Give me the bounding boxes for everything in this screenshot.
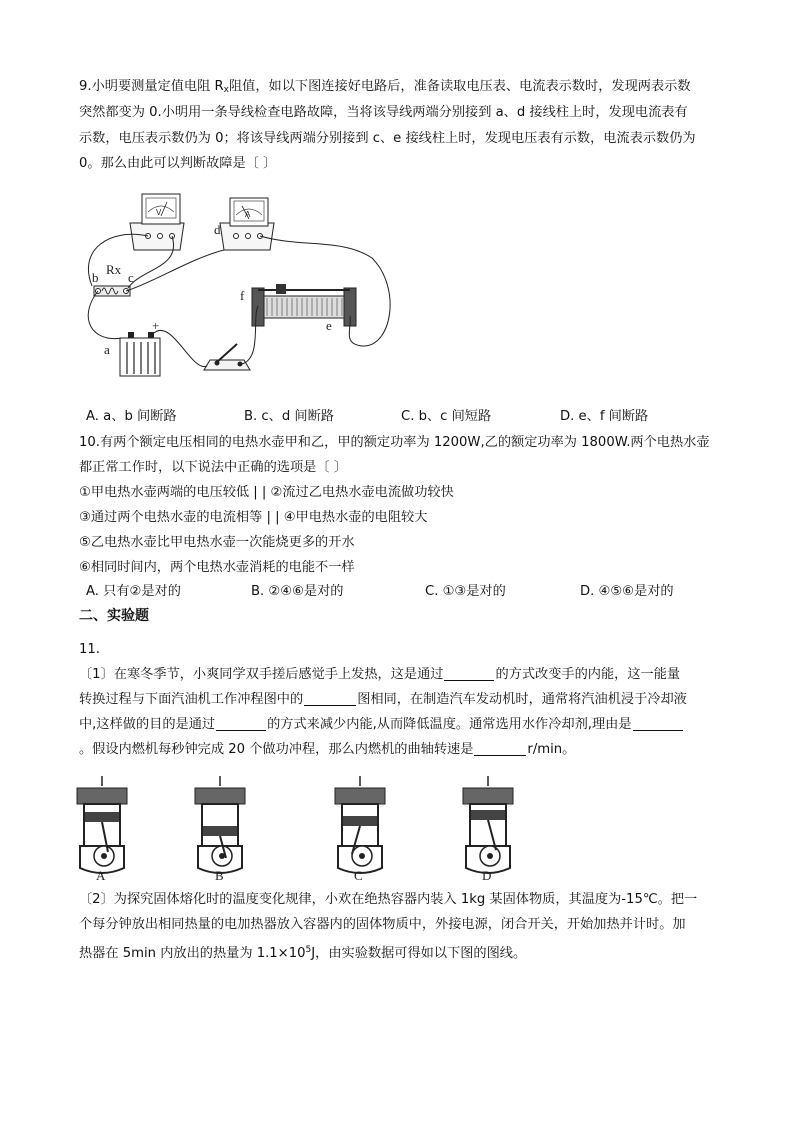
q10-statement-1-2: ①甲电热水壶两端的电压较低 | | ②流过乙电热水壶电流做功较快 bbox=[79, 485, 454, 500]
q11-p2-line-1: 〔2〕为探究固体熔化时的温度变化规律，小欢在绝热容器内装入 1kg 某固体物质，其温度为-15℃。把一 bbox=[79, 892, 698, 907]
q9-line-1 bbox=[79, 77, 691, 100]
engine-a-label: A bbox=[96, 868, 106, 880]
battery-plus-label: + bbox=[152, 318, 160, 333]
terminal-b-label: b bbox=[92, 270, 99, 285]
q10-option-c[interactable]: C. ①③是对的 bbox=[425, 584, 506, 599]
switch-icon bbox=[204, 344, 250, 370]
q11-text: r/min。 bbox=[527, 742, 576, 757]
superscript-exponent: 5 bbox=[305, 945, 312, 955]
engine-a-icon bbox=[77, 776, 127, 880]
q11-text: 图相同，在制造汽车发动机时，通常将汽油机浸于冷却液 bbox=[357, 692, 687, 707]
q11-text: 〔1〕在寒冬季节，小爽同学双手搓后感觉手上发热，这是通过 bbox=[79, 667, 444, 682]
q9-option-a[interactable]: A. a、b 间断路 bbox=[86, 409, 177, 424]
engine-d-icon bbox=[463, 776, 513, 880]
q11-text: 热器在 5min 内放出的热量为 1.1×10 bbox=[79, 946, 306, 961]
voltmeter-icon bbox=[130, 194, 184, 250]
engine-strokes-figure bbox=[72, 776, 532, 880]
q11-p1-line-3 bbox=[79, 715, 684, 735]
q10-option-a[interactable]: A. 只有②是对的 bbox=[86, 584, 181, 599]
q10-option-b[interactable]: B. ②④⑥是对的 bbox=[251, 584, 344, 599]
q11-p1-line-2 bbox=[79, 690, 687, 710]
ammeter-label: A bbox=[245, 210, 251, 219]
q11-text: 转换过程与下面汽油机工作冲程图中的 bbox=[79, 692, 304, 707]
q9-option-c[interactable]: C. b、c 间短路 bbox=[401, 409, 492, 424]
q10-line-1: 10.有两个额定电压相同的电热水壶甲和乙，甲的额定功率为 1200W,乙的额定功率为 1800W.两个电热水壶 bbox=[79, 435, 710, 450]
q11-p2-line-3 bbox=[79, 940, 526, 964]
q10-option-d[interactable]: D. ④⑤⑥是对的 bbox=[580, 584, 674, 599]
q9-option-b[interactable]: B. c、d 间断路 bbox=[244, 409, 334, 424]
q9-text: 9.小明要测量定值电阻 R bbox=[79, 79, 224, 94]
resistor-rx-icon bbox=[94, 286, 130, 296]
q10-statement-3-4: ③通过两个电热水壶的电流相等 | | ④甲电热水壶的电阻较大 bbox=[79, 510, 428, 525]
q9-line-3: 示数，电压表示数仍为 0；将该导线两端分别接到 c、e 接线柱上时，发现电压表有示数，电流表示数仍为 bbox=[79, 131, 696, 146]
answer-blank-2[interactable] bbox=[304, 691, 356, 706]
engine-b-icon bbox=[195, 776, 245, 880]
q10-statement-6: ⑥相同时间内，两个电热水壶消耗的电能不一样 bbox=[79, 560, 355, 575]
subscript-x: x bbox=[223, 85, 229, 95]
q9-line-2: 突然都变为 0.小明用一条导线检查电路故障，当将该导线两端分别接到 a、d 接线柱上时，发现电流表有 bbox=[79, 105, 688, 120]
terminal-a-label: a bbox=[104, 342, 110, 357]
engine-c-label: C bbox=[354, 868, 363, 880]
q9-text: 阻值，如以下图连接好电路后，准备读取电压表、电流表示数时，发现两表示数 bbox=[228, 79, 691, 94]
section-title: 二、实验题 bbox=[79, 608, 149, 624]
engine-c-icon bbox=[335, 776, 385, 880]
q11-text: 。假设内燃机每秒钟完成 20 个做功冲程，那么内燃机的曲轴转速是 bbox=[79, 742, 474, 757]
battery-icon bbox=[120, 332, 160, 376]
answer-blank-1[interactable] bbox=[444, 666, 494, 681]
q11-text: 中,这样做的目的是通过 bbox=[79, 717, 216, 732]
rheostat-icon bbox=[252, 284, 356, 326]
terminal-c-label: c bbox=[128, 270, 134, 285]
q11-p1-line-4 bbox=[79, 740, 575, 760]
answer-blank-3[interactable] bbox=[216, 716, 266, 731]
q11-number: 11. bbox=[79, 642, 100, 657]
terminal-d-label: d bbox=[214, 222, 221, 237]
engine-d-label: D bbox=[482, 868, 492, 880]
q11-p1-line-1 bbox=[79, 665, 680, 685]
answer-blank-5[interactable] bbox=[474, 741, 526, 756]
q9-option-d[interactable]: D. e、f 间断路 bbox=[560, 409, 649, 424]
q11-text: J，由实验数据可得如以下图的图线。 bbox=[311, 946, 527, 961]
voltmeter-label: V bbox=[156, 208, 162, 217]
resistor-label: Rx bbox=[106, 262, 122, 277]
q10-statement-5: ⑤乙电热水壶比甲电热水壶一次能烧更多的开水 bbox=[79, 535, 355, 550]
terminal-f-label: f bbox=[240, 288, 245, 303]
q11-text: 的方式改变手的内能，这一能量 bbox=[495, 667, 681, 682]
q11-p2-line-2: 个每分钟放出相同热量的电加热器放入容器内的固体物质中，外接电源，闭合开关，开始加热并计时。加 bbox=[79, 917, 686, 932]
ammeter-icon bbox=[220, 198, 274, 250]
terminal-e-label: e bbox=[326, 318, 332, 333]
q9-line-4: 0。那么由此可以判断故障是〔 〕 bbox=[79, 156, 277, 171]
q11-text: 的方式来减少内能,从而降低温度。通常选用水作冷却剂,理由是 bbox=[267, 717, 632, 732]
engine-b-label: B bbox=[215, 868, 224, 880]
q10-line-2: 都正常工作时，以下说法中正确的选项是〔 〕 bbox=[79, 460, 347, 475]
answer-blank-4[interactable] bbox=[633, 716, 683, 731]
circuit-diagram bbox=[72, 188, 402, 388]
